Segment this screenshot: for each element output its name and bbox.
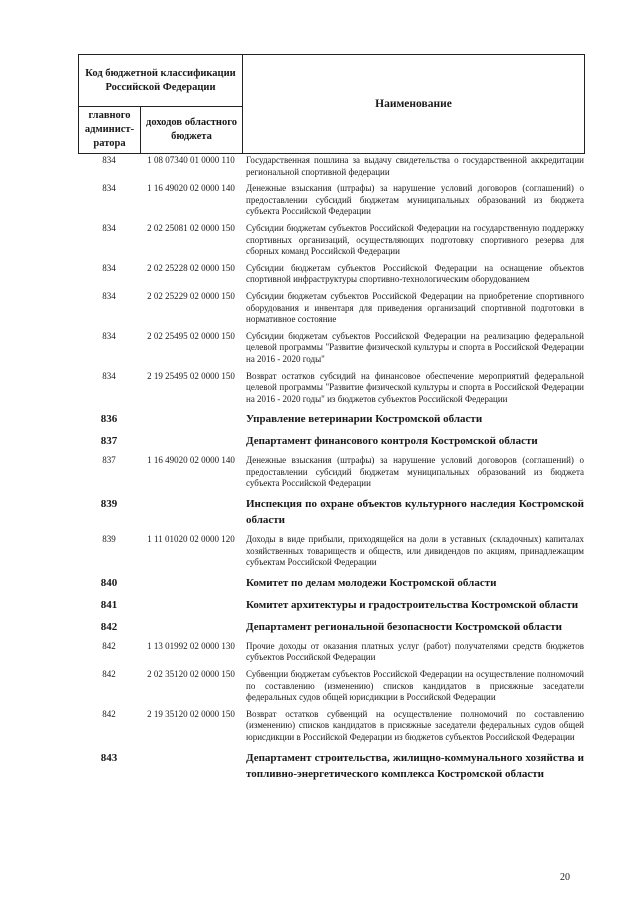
revenue-name: Субсидии бюджетам субъектов Российской Федерации на оснащение объектов спортивной инфраструктуры спортивно-технологическим оборудованием <box>246 262 584 285</box>
revenue-name: Возврат остатков субсидий на финансовое обеспечение мероприятий федеральной целевой программы "Развитие физической культуры и спорта в Российской Федерации на 2016 - 2020 годы" из бюджетов субъектов Российской Федерации <box>246 370 584 404</box>
header-admin-column: главного админист-ратора <box>79 107 141 154</box>
revenue-code: 1 13 01992 02 0000 130 <box>147 640 235 651</box>
department-row <box>78 597 584 613</box>
admin-code: 837 <box>102 455 116 466</box>
department-name: Департамент строительства, жилищно-коммунального хозяйства и топливно-энергетического комплекса Костромской области <box>246 751 584 780</box>
header-revenue-column: доходов областного бюджета <box>141 107 243 154</box>
department-name: Управление ветеринарии Костромской области <box>246 413 483 426</box>
admin-code: 842 <box>100 620 118 633</box>
revenue-code: 1 11 01020 02 0000 120 <box>147 534 235 545</box>
revenue-code: 1 08 07340 01 0000 110 <box>147 155 235 165</box>
admin-code: 834 <box>102 262 116 273</box>
table-row <box>78 291 584 326</box>
admin-code: 843 <box>100 751 118 764</box>
admin-code: 834 <box>102 290 116 301</box>
revenue-name: Доходы в виде прибыли, приходящейся на доли в уставных (складочных) капиталах хозяйственных товариществ и обществ, или дивидендов по акциям, принадлежащим субъектам Российской Федерации <box>246 534 584 568</box>
department-name: Департамент региональной безопасности Костромской области <box>246 620 562 633</box>
table-row <box>78 709 584 744</box>
admin-code: 842 <box>102 669 116 680</box>
revenue-code: 2 02 35120 02 0000 150 <box>147 669 235 680</box>
revenue-name: Субсидии бюджетам субъектов Российской Федерации на реализацию федеральной целевой программы "Развитие физической культуры и спорта в Российской Федерации на 2016 - 2020 годы" <box>246 330 584 364</box>
admin-code: 834 <box>102 183 116 194</box>
revenue-name: Государственная пошлина за выдачу свидетельства о государственной аккредитации региональной спортивной федерации <box>246 155 584 177</box>
admin-code: 839 <box>100 498 118 511</box>
table-body <box>78 155 584 788</box>
header-name: Наименование <box>243 55 585 154</box>
revenue-code: 2 19 25495 02 0000 150 <box>147 370 235 381</box>
revenue-name: Прочие доходы от оказания платных услуг (работ) получателями средств бюджетов субъектов Российской Федерации <box>246 640 584 663</box>
revenue-code: 2 02 25229 02 0000 150 <box>147 290 235 301</box>
admin-code: 841 <box>100 598 118 611</box>
revenue-name: Денежные взыскания (штрафы) за нарушение условий договоров (соглашений) о предоставлении субсидий бюджетам муниципальных образований из бюджета субъекта Российской Федерации <box>246 183 584 217</box>
revenue-code <box>140 411 242 427</box>
revenue-code <box>140 575 242 591</box>
table-header <box>78 54 585 154</box>
revenue-code: 1 16 49020 02 0000 140 <box>147 455 235 466</box>
revenue-code <box>140 597 242 613</box>
table-row <box>78 371 584 406</box>
department-row <box>78 433 584 449</box>
admin-code: 842 <box>102 640 116 651</box>
admin-code: 840 <box>100 576 118 589</box>
revenue-code <box>140 496 242 528</box>
table-row <box>78 183 584 218</box>
header-code-group: Код бюджетной классификации Российской Федерации <box>79 55 243 107</box>
admin-code: 834 <box>102 370 116 381</box>
table-row <box>78 641 584 664</box>
admin-code: 842 <box>102 708 116 719</box>
department-name: Комитет архитектуры и градостроительства Костромской области <box>246 598 579 611</box>
revenue-code: 2 19 35120 02 0000 150 <box>147 708 235 719</box>
department-row <box>78 496 584 528</box>
table-row <box>78 455 584 490</box>
table-row <box>78 534 584 569</box>
revenue-code <box>140 619 242 635</box>
admin-code: 839 <box>102 534 116 545</box>
revenue-code: 2 02 25495 02 0000 150 <box>147 330 235 341</box>
table-row <box>78 331 584 366</box>
revenue-name: Денежные взыскания (штрафы) за нарушение условий договоров (соглашений) о предоставлении субсидий бюджетам муниципальных образований из бюджета субъекта Российской Федерации <box>246 455 584 489</box>
revenue-name: Возврат остатков субвенций на осуществление полномочий по составлению (изменению) списков кандидатов в присяжные заседатели федеральных судов общей юрисдикции в Российской Федерации из бюджетов субъектов Российской Федерации <box>246 708 584 742</box>
department-row <box>78 575 584 591</box>
admin-code: 834 <box>102 330 116 341</box>
department-row <box>78 750 584 782</box>
department-row <box>78 619 584 635</box>
table-row <box>78 155 584 178</box>
revenue-code: 1 16 49020 02 0000 140 <box>147 183 235 194</box>
page-number: 20 <box>560 872 570 883</box>
revenue-code <box>140 750 242 782</box>
admin-code: 834 <box>102 222 116 233</box>
department-name: Комитет по делам молодежи Костромской области <box>246 576 497 589</box>
revenue-code: 2 02 25081 02 0000 150 <box>147 222 235 233</box>
revenue-name: Субвенции бюджетам субъектов Российской Федерации на осуществление полномочий по составлению (изменению) списков кандидатов в присяжные заседатели федеральных судов общей юрисдикции в Российской Федерации <box>246 669 584 703</box>
department-name: Департамент финансового контроля Костромской области <box>246 435 538 448</box>
revenue-code: 2 02 25228 02 0000 150 <box>147 262 235 273</box>
revenue-name: Субсидии бюджетам субъектов Российской Федерации на приобретение спортивного оборудования и инвентаря для приведения организаций спортивной подготовки в нормативное состояние <box>246 290 584 325</box>
table-row <box>78 223 584 258</box>
revenue-code <box>140 433 242 449</box>
department-row <box>78 411 584 427</box>
revenue-name: Субсидии бюджетам субъектов Российской Федерации на государственную поддержку спортивных организаций, осуществляющих подготовку спортивного резерва для сборных команд Российской Федерации <box>246 222 584 257</box>
admin-code: 834 <box>102 155 116 165</box>
admin-code: 837 <box>100 435 118 448</box>
table-row <box>78 263 584 286</box>
table-row <box>78 669 584 704</box>
admin-code: 836 <box>100 413 118 426</box>
department-name: Инспекция по охране объектов культурного наследия Костромской области <box>246 498 584 527</box>
